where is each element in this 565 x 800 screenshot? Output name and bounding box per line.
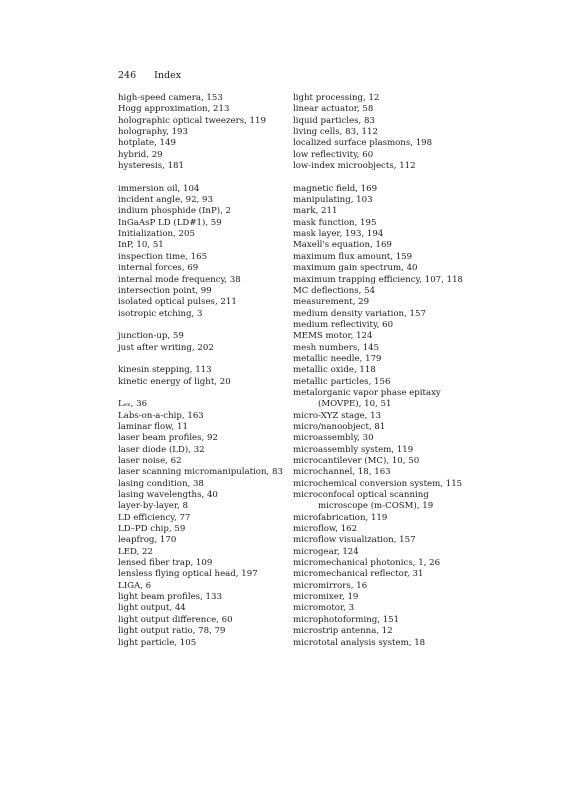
index-entry: Hogg approximation, 213 (118, 104, 230, 115)
index-entry: living cells, 83, 112 (293, 127, 378, 138)
index-entry: Labs-on-a-chip, 163 (118, 410, 204, 421)
index-entry-continuation: microscope (m-COSM), 19 (318, 501, 434, 512)
index-entry: metalorganic vapor phase epitaxy (293, 387, 441, 398)
index-entry: isolated optical pulses, 211 (118, 297, 237, 308)
index-entry: just after writing, 202 (118, 342, 214, 353)
letter-group-spacer (118, 320, 293, 331)
index-entry-continuation: (MOVPE), 10, 51 (318, 399, 392, 410)
index-entry: laser diode (LD), 32 (118, 444, 205, 455)
index-entry: MC deflections, 54 (293, 285, 376, 296)
index-entry: isotropic etching, 3 (118, 308, 203, 319)
index-entry: localized surface plasmons, 198 (293, 138, 433, 149)
index-entry: layer-by-layer, 8 (118, 501, 188, 512)
index-entry: light processing, 12 (293, 93, 380, 103)
index-entry: Initialization, 205 (118, 229, 195, 240)
index-entry: lasing wavelengths, 40 (118, 490, 218, 501)
index-entry: incident angle, 92, 93 (118, 195, 213, 206)
index-entry: internal mode frequency, 38 (118, 274, 241, 285)
index-entry: laser noise, 62 (118, 456, 182, 466)
index-entry: metallic oxide, 118 (293, 365, 376, 376)
index-entry: kinesin stepping, 113 (118, 365, 212, 376)
index-entry: laser beam profiles, 92 (118, 433, 218, 444)
index-entry: maximum flux amount, 159 (293, 251, 413, 262)
index-entry: intersection point, 99 (118, 285, 212, 296)
letter-group-spacer (118, 172, 293, 183)
index-entry: lasing condition, 38 (118, 478, 204, 489)
index-entry: LD–PD chip, 59 (118, 524, 186, 535)
page-number: 246 (118, 70, 137, 81)
index-entry: inspection time, 165 (118, 251, 208, 262)
index-entry: microflow, 162 (293, 524, 358, 535)
index-entry: mask function, 195 (293, 217, 377, 228)
index-entry: maximum trapping efficiency, 107, 118 (293, 274, 464, 285)
index-entry: mask layer, 193, 194 (293, 229, 384, 240)
index-entry: indium phosphide (InP), 2 (118, 206, 232, 217)
index-entry: low reflectivity, 60 (293, 149, 374, 160)
index-entry: holography, 193 (118, 127, 188, 138)
index-entry: metallic particles, 156 (293, 376, 391, 387)
index-entry: maximum gain spectrum, 40 (293, 263, 418, 274)
index-entry: linear actuator, 58 (293, 104, 374, 115)
index-entry: microchemical conversion system, 115 (293, 478, 463, 489)
index-entry: junction-up, 59 (118, 331, 184, 342)
index-entry: manipulating, 103 (293, 195, 373, 206)
letter-group-spacer (118, 388, 293, 399)
index-entry: microphotoforming, 151 (293, 614, 400, 625)
index-entry: microstrip antenna, 12 (293, 626, 393, 637)
index-entry: microchannel, 18, 163 (293, 467, 391, 478)
index-entry: immersion oil, 104 (118, 183, 200, 194)
index-entry: micromechanical photonics, 1, 26 (293, 558, 441, 569)
index-entry: hybrid, 29 (118, 149, 163, 160)
index-entry: microgear, 124 (293, 546, 359, 557)
index-entry: MEMS motor, 124 (293, 331, 373, 342)
index-entry: Maxell's equation, 169 (293, 240, 392, 251)
index-entry: microflow visualization, 157 (293, 535, 416, 546)
index-entry: micrototal analysis system, 18 (293, 637, 426, 648)
index-entry: micromechanical reflector, 31 (293, 569, 424, 580)
page-header (118, 70, 181, 81)
index-entry: light output difference, 60 (118, 614, 233, 625)
index-entry: micromixer, 19 (293, 592, 359, 603)
index-entry: light beam profiles, 133 (118, 592, 222, 603)
index-entry: Lₑₓ, 36 (118, 399, 148, 410)
index-entry: InP, 10, 51 (118, 240, 164, 251)
index-entry: microconfocal optical scanning (293, 490, 429, 501)
letter-group-spacer (293, 172, 468, 183)
index-entry: light output ratio, 78, 79 (118, 626, 226, 637)
index-entry: laser scanning micromanipulation, 83 (118, 467, 283, 478)
index-entry: micromirrors, 16 (293, 580, 368, 591)
index-entry: micro/nanoobject, 81 (293, 421, 386, 432)
index-entry: light output, 44 (118, 603, 186, 614)
index-entry: medium reflectivity, 60 (293, 319, 394, 330)
index-entry: high-speed camera, 153 (118, 93, 223, 103)
letter-group-spacer (118, 354, 293, 365)
index-entry: lensed fiber trap, 109 (118, 558, 213, 569)
index-column-right (293, 93, 468, 649)
index-entry: hysteresis, 181 (118, 161, 184, 172)
index-entry: hotplate, 149 (118, 138, 176, 149)
index-entry: LD efficiency, 77 (118, 512, 191, 523)
index-column-left (118, 93, 293, 649)
index-entry: micromotor, 3 (293, 603, 355, 614)
index-entry: magnetic field, 169 (293, 183, 378, 194)
index-entry: leapfrog, 170 (118, 535, 177, 546)
index-entry: microassembly, 30 (293, 433, 374, 444)
index-entry: lensless flying optical head, 197 (118, 569, 258, 580)
index-entry: low-index microobjects, 112 (293, 161, 416, 172)
index-entry: laminar flow, 11 (118, 421, 188, 432)
index-entry: microassembly system, 119 (293, 444, 414, 455)
index-entry: kinetic energy of light, 20 (118, 376, 231, 387)
index-entry: light particle, 105 (118, 637, 197, 648)
index-entry: LED, 22 (118, 546, 153, 557)
index-entry: InGaAsP LD (LD#1), 59 (118, 217, 222, 228)
index-entry: liquid particles, 83 (293, 115, 375, 126)
running-title: Index (154, 70, 182, 81)
index-entry: microfabrication, 119 (293, 512, 388, 523)
index-entry: micro-XYZ stage, 13 (293, 410, 382, 421)
index-entry: LIGA, 6 (118, 580, 152, 591)
index-entry: measurement, 29 (293, 297, 370, 308)
index-entry: mark, 211 (293, 206, 338, 217)
index-entry: metallic needle, 179 (293, 353, 382, 364)
index-entry: medium density variation, 157 (293, 308, 426, 319)
index-entry: mesh numbers, 145 (293, 342, 380, 353)
index-entry: microcantilever (MC), 10, 50 (293, 456, 420, 466)
index-entry: internal forces, 69 (118, 263, 199, 274)
index-entry: holographic optical tweezers, 119 (118, 115, 266, 126)
